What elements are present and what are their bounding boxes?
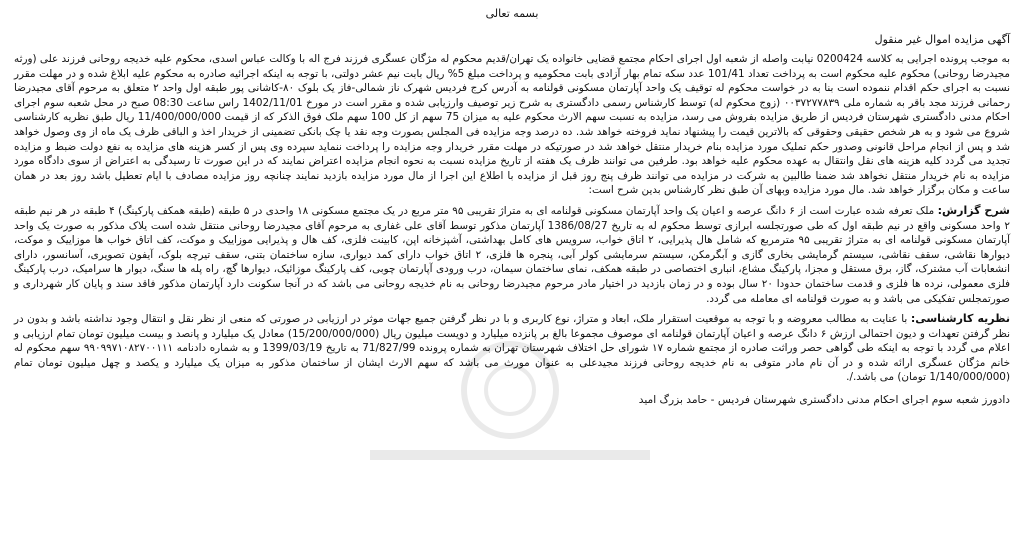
opinion-text: با عنایت به مطالب معروضه و با توجه به موقعیت استقرار ملک، ابعاد و متراژ، نوع کاربری و با در نظر گرفتن جمیع جهات موثر در ارزیابی در صورتی که منعی از نظر نقل و انتقال وجود نداشته باشد و بدون در نظر گرفتن تعهدات و دیون احتمالی ارزش ۶ دانگ عرصه و اعیان آپارتمان قولنامه ای موصوف مجموعا بالغ بر پانزده میلیارد و دویست میلیون ریال (15/200/000/000) معادل یک میلیارد و پانصد و بیست میلیون تومان تمام ارزیابی و اعلام می گردد با توجه به اینکه طی گواهی حصر وراثت صادره از مجتمع شماره ۱۷ شورای حل اختلاف شهرستان تهران به شماره پرونده 71/827/99 به تاریخ 1399/03/19 و به شماره دادنامه ۹۹۰۹۹۷۱۰۸۲۷۰۰۱۱۱ سهم محکوم له خانم مژگان عسگری ارائه شده و در آن نام مادر متوفی به نام خدیجه روحانی فرزند مجیدعلی به عنوان مورث می باشد که سهم الارث ایشان از ساختمان مذکور به میزان یک میلیارد و یکصد و چهل میلیون تومان تمام (1/140/000/000 تومان) می باشد./. — [14, 313, 1011, 384]
intro-paragraph: به موجب پرونده اجرایی به کلاسه 0200424 نیابت واصله از شعبه اول اجرای احکام مجتمع قضایی خانواده یک تهران/قدیم محکوم له مژگان عسگری فرزند فرج اله با وکالت عباس اسدی، محکوم علیه خدیجه روحانی فرزند علی (ورثه مجیدرضا روحانی) محکوم علیه محکوم است به پرداخت تعداد 101/41 عدد سکه تمام بهار آزادی بابت محکومیه و پرداخت مبلغ 5% ریال بابت نیم عشر دولتی، با توجه به اینکه اجرائیه صادره به محکوم علیه ابلاغ شده و در مهلت مقرر نسبت به اجرای حکم اقدام ننموده است بنا به در خواست محکوم له توقیف یک واحد آپارتمان مسکونی قولنامه به آدرس کرج فردیس شهرک ناز شمالی-فاز یک بلوک ۸۰-کاشانی پور طبقه اول واحد ۲ متعلق به مرحوم آقای مجیدرضا رحمانی فرزند مجد باقر به شماره ملی ۰۰۳۷۲۷۷۸۳۹ (زوج محکوم له) توسط کارشناس رسمی دادگستری به شرح زیر توصیف وارزیابی شده و مقرر است در مورخ 1402/11/01 راس ساعت 08:30 صبح در محل شعبه سوم اجرای احکام مدنی دادگستری شهرستان فردیس از طریق مزایده بفروش می رسد، مزایده به نسبت سهم الارث محکوم علیه به میزان 75 سهم از کل 100 سهم ملک فوق الذکر که از قیمت 11/400/000/000 ریال طبق نظریه کارشناسی شروع می شود و به هر شخص حقیقی وحقوقی که بالاترین قیمت را پیشنهاد نماید فروخته خواهد شد. ده درصد وجه مزایده فی المجلس بصورت وجه نقد یا چک بانکی تضمینی از خریدار اخذ و الباقی ظرف یک ماه از وی وصول خواهد شد و پس از انجام مراحل قانونی وصدور حکم تملیک مورد مزایده بنام خریدار منتقل خواهد شد در صورتیکه در مهلت مقرر خریدار وجه مزایده را پرداخت ننماید سپرده وی پس از کسر هزینه های مزایده به نفع دولت ضبط و مزایده تجدید می گردد کلیه هزینه های نقل وانتقال به عهده محکوم علیه خواهد بود. طرفین می توانند ظرف یک هفته از تاریخ مزایده نسبت به نحوه انجام مزایده اعتراض نمایند که در این صورت تا رسیدگی به اعتراض از سوی دادگاه مورد مزایده به نام خریدار منتقل نخواهد شد ضمنا طالبین به شرکت در مزایده می توانند ظرف پنج روز قبل از مزایده با اطلاع این اجرا از مال مورد مزایده بازدید نمایند چنانچه روز مزایده مصادف با ایام تعطیل باشد روز بعد در همان ساعت و مکان برگزار خواهد شد. مال مورد مزایده وبهای آن طبق نظر کارشناس بدین شرح است: — [14, 53, 1011, 197]
report-paragraph — [14, 204, 1010, 306]
report-text: ملک تعرفه شده عبارت است از ۶ دانگ عرصه و اعیان یک واحد آپارتمان مسکونی قولنامه ای به متراژ تقریبی ۹۵ متر مربع در یک مجتمع مسکونی ۱۸ واحدی در ۵ طبقه (طبقه همکف پارکینگ) ۴ طبقه در هر نیم طبقه ۲ واحد مسکونی واقع در نیم طبقه اول که طی صورتجلسه ابرازی توسط محکوم له به تاریخ 1386/08/27 آپارتمان مذکور توسط آقای علی غفاری به مرحوم آقای مجیدرضا روحانی منتقل شده است یلاک مذکور به صورت یک واحد آپارتمان مسکونی قولنامه ای به متراژ تقریبی ۹۵ مترمربع که شامل هال پذیرایی، ۲ اتاق خواب، سرویس های کامل بهداشتی، آشپزخانه اپن، کابینت فلزی، کف هال و پذیرایی موزاییک و موکت، کف اتاق خواب ها موزاییک و موکت، دیوارها نقاشی، سقف نقاشی، سیستم گرمایشی بخاری گازی و آبگرمکن، سیستم سرمایشی کولر آبی، پنجره ها فلزی، ۲ اتاق خواب دارای کمد دیواری، سازه ساختمان بتنی، سقف تیرچه بلوک، آیفون تصویری، آسانسور، دارای انشعابات آب مشترک، گاز، برق مستقل و مجزا، پارکینگ مشاع، انباری اختصاصی در طبقه همکف، نمای ساختمان سیمان، درب ورودی آپارتمان چوبی، کف پارکینگ موزائیک، دیوارها گچ، راه پله ها سنگ، دیوار ها سرامیک، درب پارکینگ فلزی معمولی، نرده ها فلزی و قدمت ساختمان حدودا ۲۰ سال بوده و در زمان بازدید در اختیار مادر مرحوم مجیدرضا روحانی به نام خدیجه روحانی می باشد که در آنجا سکونت دارد آپارتمان مذکور فاقد سند و پایان کار شهرداری و صورتمجلس تفکیکی می باشد و به صورت قولنامه ای معامله می گردد. — [14, 204, 1011, 305]
signature-line: دادورز شعبه سوم اجرای احکام مدنی دادگستری شهرستان فردیس - حامد بزرگ امید — [638, 394, 1010, 407]
invocation-heading: بسمه تعالی — [485, 7, 539, 20]
opinion-label: نظریه کارشناسی: — [910, 312, 1010, 326]
opinion-paragraph — [14, 312, 1010, 385]
notice-title: آگهی مزایده اموال غیر منقول — [874, 33, 1010, 46]
report-label: شرح گزارش: — [937, 203, 1011, 217]
